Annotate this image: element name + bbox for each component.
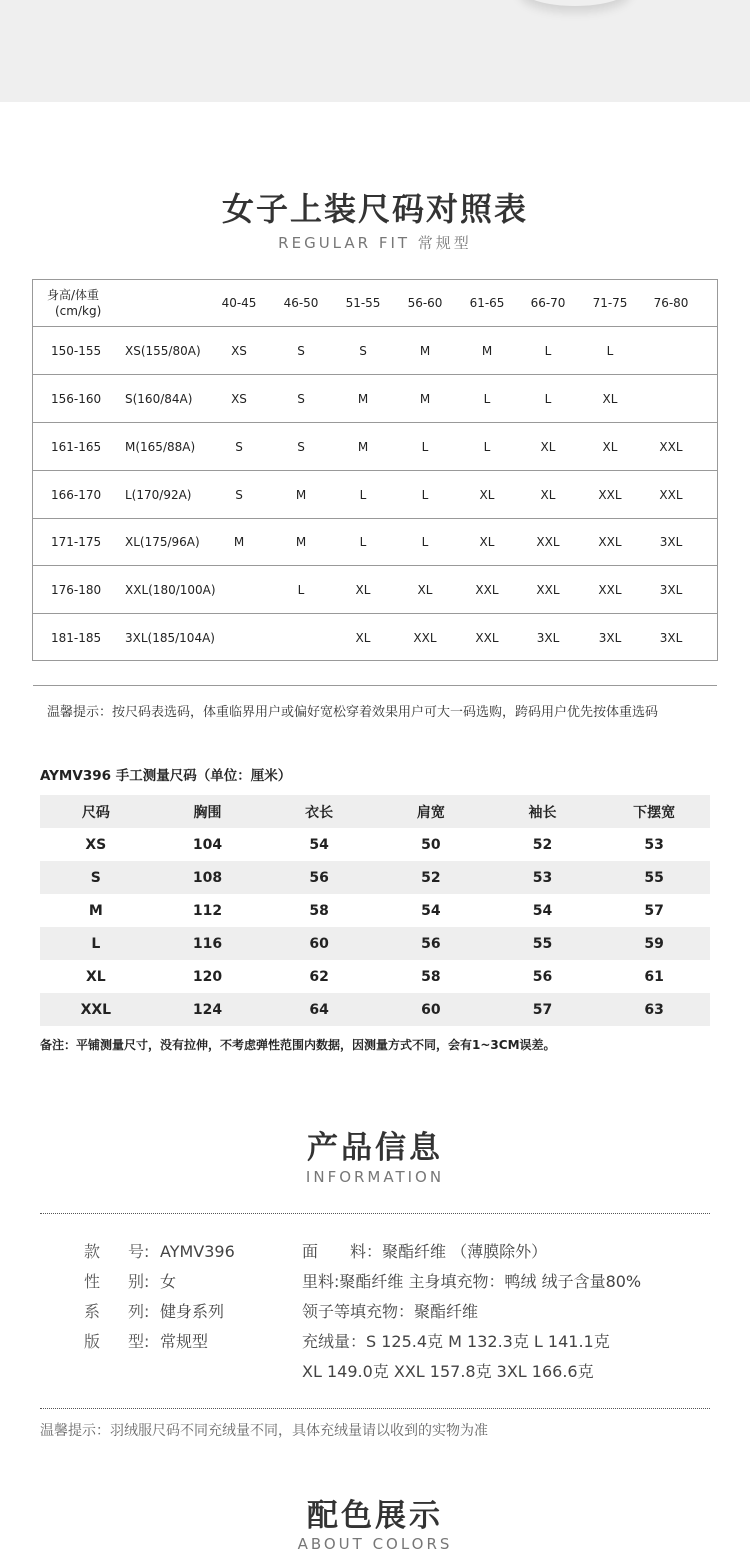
measure-cell: 56 (532, 968, 553, 985)
measure-cell: 54 (309, 836, 329, 853)
info-field (84, 1299, 224, 1322)
size-recommendation: S (235, 487, 243, 502)
size-chart-table (32, 279, 718, 661)
size-recommendation: XL (602, 391, 618, 406)
measure-cell: 53 (644, 836, 664, 853)
info-label-b: 列: (128, 1302, 150, 1321)
size-recommendation: S (297, 343, 305, 358)
measure-cell: 60 (309, 935, 329, 952)
measure-cell: 57 (532, 1001, 553, 1018)
info-field (84, 1269, 176, 1292)
colors-title: 配色展示 (307, 1498, 443, 1534)
measure-cell: 63 (644, 1001, 664, 1018)
measure-cell: 112 (192, 902, 223, 919)
size-recommendation: L (421, 487, 429, 502)
weight-header: 71-75 (592, 296, 628, 310)
measure-cell: M (88, 902, 103, 919)
size-recommendation: XXL (598, 582, 622, 597)
info-subtitle: INFORMATION (305, 1168, 445, 1186)
header-label-line2: (cm/kg) (55, 304, 102, 318)
size-recommendation: XS (231, 391, 247, 406)
size-recommendation: L (359, 487, 367, 502)
size-recommendation: M (419, 391, 431, 406)
measure-cell: 59 (644, 935, 664, 952)
info-spec-line: 领子等填充物：聚酯纤维 (302, 1302, 479, 1321)
height-range: 181-185 (51, 630, 102, 645)
colors-subtitle: ABOUT COLORS (297, 1535, 453, 1553)
size-recommendation: L (483, 439, 491, 454)
size-recommendation: XXL (598, 535, 622, 549)
size-recommendation: XL (355, 582, 371, 597)
info-tip: 温馨提示：羽绒服尺码不同充绒量不同，具体充绒量请以收到的实物为准 (40, 1423, 488, 1439)
measure-row (40, 993, 710, 1026)
measure-cell: 54 (421, 902, 441, 919)
weight-header: 40-45 (221, 296, 257, 310)
header-height-weight-label (47, 280, 101, 326)
size-label: XXL(180/100A) (125, 582, 216, 597)
size-chart-subtitle: REGULAR FIT 常规型 (278, 234, 472, 252)
measure-cell: 62 (309, 968, 329, 985)
info-spec-line: XL 149.0克 XXL 157.8克 3XL 166.6克 (302, 1362, 594, 1381)
size-recommendation (211, 614, 267, 661)
size-recommendation: XXL (413, 630, 437, 645)
info-label-a: 性 (84, 1272, 101, 1291)
measure-cell: 120 (192, 968, 223, 985)
size-recommendation: XXL (475, 630, 499, 645)
measure-cell: 56 (421, 935, 441, 952)
size-recommendation: XL (417, 582, 433, 597)
size-label: XL(175/96A) (125, 535, 200, 549)
size-recommendation: XXL (475, 582, 499, 597)
header-label-line1: 身高/体重 (47, 288, 100, 302)
weight-header: 56-60 (407, 296, 443, 310)
measure-header-cell: 胸围 (193, 804, 222, 821)
size-chart-row (33, 614, 717, 661)
size-recommendation: L (483, 391, 491, 406)
measure-cell: 61 (644, 968, 664, 985)
size-recommendation: XXL (659, 439, 683, 454)
size-recommendation: XL (479, 487, 495, 502)
measure-cell: 58 (309, 902, 329, 919)
info-label-b: 型: (128, 1332, 150, 1351)
size-recommendation: S (235, 439, 243, 454)
measure-cell: 108 (192, 869, 223, 886)
measure-cell: 56 (309, 869, 329, 886)
measure-row (40, 828, 710, 861)
measure-cell: 52 (532, 836, 553, 853)
size-recommendation (211, 566, 267, 613)
size-recommendation: M (295, 487, 307, 502)
size-recommendation: 3XL (659, 535, 683, 549)
size-recommendation: XL (540, 439, 556, 454)
product-shadow (520, 0, 630, 6)
size-recommendation: XXL (598, 487, 622, 502)
measure-cell: 55 (644, 869, 664, 886)
size-recommendation: M (357, 439, 369, 454)
measure-cell: 60 (421, 1001, 441, 1018)
size-recommendation: S (359, 343, 367, 358)
measure-cell: 52 (421, 869, 441, 886)
size-recommendation: 3XL (536, 630, 560, 645)
size-recommendation (643, 327, 699, 374)
size-chart-row (33, 423, 717, 471)
measure-title: AYMV396 手工测量尺码（单位：厘米） (40, 768, 292, 784)
size-recommendation: 3XL (659, 582, 683, 597)
measure-header-cell: 下摆宽 (633, 804, 676, 821)
height-range: 166-170 (51, 487, 102, 502)
measure-cell: S (90, 869, 101, 886)
measure-row (40, 927, 710, 960)
height-range: 176-180 (51, 582, 102, 597)
size-chart-header (33, 280, 717, 327)
measure-remark: 备注：平铺测量尺寸，没有拉伸，不考虑弹性范围内数据，因测量方式不同，会有1~3CM误差。 (40, 1038, 556, 1052)
info-spec-line: 面 料：聚酯纤维 （薄膜除外） (302, 1242, 548, 1261)
measure-cell: 58 (421, 968, 441, 985)
measure-row (40, 894, 710, 927)
measure-cell: XL (85, 968, 106, 985)
weight-header: 61-65 (469, 296, 505, 310)
info-divider-top (40, 1213, 710, 1214)
measure-cell: 104 (192, 836, 223, 853)
info-field (84, 1329, 208, 1352)
weight-header: 51-55 (345, 296, 381, 310)
size-recommendation: XL (355, 630, 371, 645)
size-chart-row (33, 327, 717, 375)
size-recommendation: L (359, 535, 367, 549)
size-recommendation (643, 375, 699, 422)
size-recommendation: XXL (536, 582, 560, 597)
size-recommendation: M (295, 535, 307, 549)
measure-cell: 124 (192, 1001, 223, 1018)
height-range: 171-175 (51, 535, 102, 549)
size-tip: 温馨提示：按尺码表选码，体重临界用户或偏好宽松穿着效果用户可大一码选购，跨码用户优先按体重选码 (47, 705, 659, 720)
size-recommendation: XS (231, 343, 247, 358)
size-recommendation: S (297, 439, 305, 454)
size-recommendation: M (481, 343, 493, 358)
info-spec-line: 里料:聚酯纤维 主身填充物：鸭绒 绒子含量80% (302, 1272, 642, 1291)
measure-header (40, 795, 710, 828)
weight-header: 46-50 (283, 296, 319, 310)
info-value: 女 (160, 1272, 177, 1291)
info-label-a: 款 (84, 1242, 101, 1261)
weight-header: 76-80 (653, 296, 689, 310)
size-recommendation: M (233, 535, 245, 549)
size-label: 3XL(185/104A) (125, 630, 215, 645)
product-image-bottom (0, 0, 750, 102)
height-range: 150-155 (51, 343, 102, 358)
measure-header-cell: 衣长 (305, 804, 334, 821)
info-value: AYMV396 (160, 1242, 235, 1261)
size-chart-row (33, 519, 717, 566)
size-recommendation: M (357, 391, 369, 406)
measure-cell: 55 (532, 935, 553, 952)
size-recommendation: S (297, 391, 305, 406)
measure-cell: 53 (532, 869, 553, 886)
size-recommendation (273, 614, 329, 661)
measure-header-cell: 袖长 (528, 804, 557, 821)
measure-cell: 57 (644, 902, 664, 919)
info-label-b: 号: (128, 1242, 150, 1261)
size-recommendation: XXL (536, 535, 560, 549)
measure-header-cell: 肩宽 (416, 804, 445, 821)
size-recommendation: XL (479, 535, 495, 549)
info-title: 产品信息 (307, 1130, 443, 1166)
tip-divider (33, 685, 717, 686)
size-recommendation: L (544, 391, 552, 406)
measure-row (40, 861, 710, 894)
size-recommendation: XL (540, 487, 556, 502)
size-recommendation: L (421, 439, 429, 454)
measure-row (40, 960, 710, 993)
info-value: 健身系列 (160, 1302, 225, 1321)
measure-cell: 54 (532, 902, 553, 919)
size-recommendation: M (419, 343, 431, 358)
size-chart-row (33, 375, 717, 423)
height-range: 161-165 (51, 439, 102, 454)
measure-cell: XS (85, 836, 107, 853)
size-recommendation: L (544, 343, 552, 358)
size-recommendation: XL (602, 439, 618, 454)
info-divider-bottom (40, 1408, 710, 1409)
measure-cell: XXL (80, 1001, 112, 1018)
weight-header: 66-70 (530, 296, 566, 310)
size-recommendation: L (421, 535, 429, 549)
measure-cell: 116 (192, 935, 223, 952)
measure-cell: L (91, 935, 101, 952)
info-value: 常规型 (160, 1332, 209, 1351)
measure-cell: 50 (421, 836, 441, 853)
info-spec-line: 充绒量：S 125.4克 M 132.3克 L 141.1克 (302, 1332, 610, 1351)
size-label: L(170/92A) (125, 487, 192, 502)
height-range: 156-160 (51, 391, 102, 406)
size-label: M(165/88A) (125, 439, 196, 454)
size-recommendation: L (606, 343, 614, 358)
info-field (84, 1239, 235, 1262)
size-label: S(160/84A) (125, 391, 193, 406)
size-recommendation: 3XL (598, 630, 622, 645)
info-label-a: 版 (84, 1332, 101, 1351)
size-chart-title: 女子上装尺码对照表 (221, 190, 528, 228)
measure-table (40, 795, 710, 1026)
info-label-a: 系 (84, 1302, 101, 1321)
measure-header-cell: 尺码 (81, 804, 110, 821)
measure-cell: 64 (309, 1001, 329, 1018)
info-label-b: 别: (128, 1272, 150, 1291)
size-chart-row (33, 566, 717, 614)
size-chart-row (33, 471, 717, 519)
size-recommendation: 3XL (659, 630, 683, 645)
size-recommendation: L (297, 582, 305, 597)
size-recommendation: XXL (659, 487, 683, 502)
size-label: XS(155/80A) (125, 343, 201, 358)
